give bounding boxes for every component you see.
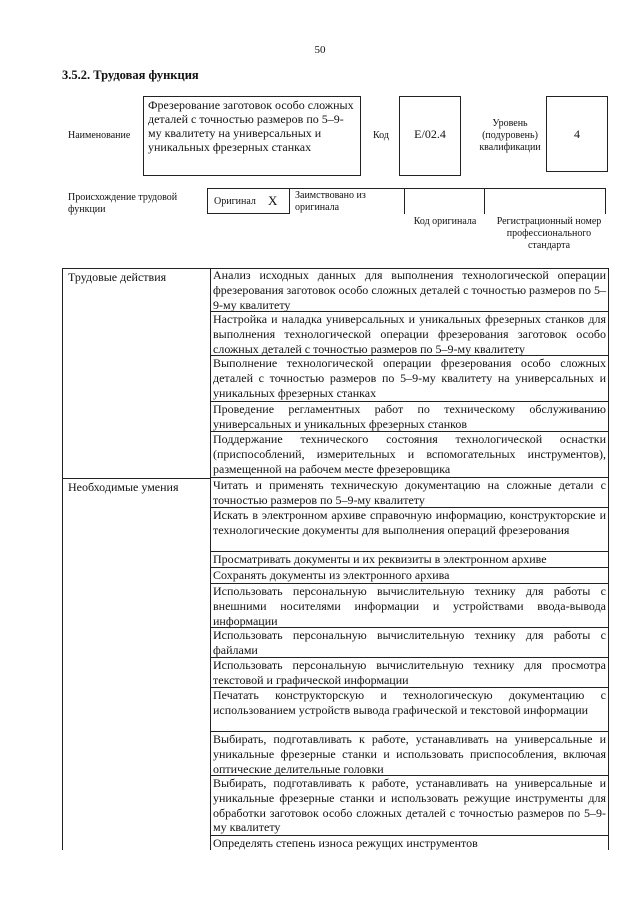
labor-actions-label: Трудовые действия <box>68 270 167 284</box>
skill-row: Читать и применять техническую документацию на сложные детали с точностью размеров по 5–9-му квалитету <box>213 478 606 507</box>
skill-row: Использовать персональную вычислительную технику для работы с внешними носителями информации и устройствами ввода-вывода информации <box>213 584 606 628</box>
skill-row: Использовать персональную вычислительную технику для просмотра текстовой и графической информации <box>213 658 606 687</box>
page-number: 50 <box>314 44 326 56</box>
original-label: Оригинал <box>214 196 256 207</box>
name-value-box <box>143 96 361 176</box>
level-value-box <box>546 96 608 172</box>
name-label: Наименование <box>68 130 131 141</box>
code-value-box <box>399 96 461 176</box>
labor-action-row: Настройка и наладка универсальных и уникальных фрезерных станков для выполнения технологической операции фрезерования заготовок особо сложных деталей с точностью размеров по 5–9-му квалитету <box>213 312 606 356</box>
origin-label: Происхождение трудовой функции <box>68 192 178 215</box>
section-title: 3.5.2. Трудовая функция <box>62 68 199 82</box>
code-label: Код <box>373 130 389 141</box>
original-mark: X <box>268 193 278 208</box>
reg-number-caption: Регистрационный номер профессионального стандарта <box>496 216 602 251</box>
required-skills-label: Необходимые умения <box>68 480 179 494</box>
labor-action-row: Проведение регламентных работ по техническому обслуживанию универсальных и уникальных фрезерных станков <box>213 402 606 431</box>
level-label: Уровень (подуровень) квалификации <box>479 118 541 153</box>
skill-row: Использовать персональную вычислительную технику для работы с файлами <box>213 628 606 657</box>
labor-action-row: Анализ исходных данных для выполнения технологической операции фрезерования заготовок особо сложных деталей с точностью размеров по 5–9-му квалитету <box>213 268 606 312</box>
skill-row: Печатать конструкторскую и технологическую документацию с использованием устройств вывода графической и текстовой информации <box>211 688 608 732</box>
skill-row: Определять степень износа режущих инструментов <box>213 836 478 850</box>
skill-row: Просматривать документы и их реквизиты в электронном архиве <box>211 552 608 568</box>
skill-row: Выбирать, подготавливать к работе, устанавливать на универсальные и уникальные фрезерные станки и использовать приспособления, включая оптические делительные головки <box>213 732 606 776</box>
labor-action-row: Выполнение технологической операции фрезерования особо сложных деталей с точностью размеров по 5–9-му квалитету на универсальных и уникальных фрезерных станках <box>211 356 608 402</box>
skill-row: Сохранять документы из электронного архива <box>211 568 608 584</box>
level-value: 4 <box>574 127 580 141</box>
name-value: Фрезерование заготовок особо сложных деталей с точностью размеров по 5–9-му квалитету на универсальных и уникальных фрезерных станках <box>148 98 354 154</box>
skill-row: Выбирать, подготавливать к работе, устанавливать на универсальные и уникальные фрезерные станки и использовать режущие инструменты для обработки заготовок особо сложных деталей с точностью размеров по 5–9-му квалитету <box>213 776 606 835</box>
labor-action-row: Поддержание технического состояния технологической оснастки (приспособлений, измерительных и вспомогательных инструментов), размещенной на рабочем месте фрезеровщика <box>211 432 608 478</box>
borrowed-label: Заимствовано из оригинала <box>295 190 366 213</box>
skill-row: Искать в электронном архиве справочную информацию, конструкторские и технологические документы для выполнения операций фрезерования <box>211 508 608 552</box>
code-value: E/02.4 <box>414 127 446 141</box>
code-original-caption: Код оригинала <box>413 216 477 227</box>
